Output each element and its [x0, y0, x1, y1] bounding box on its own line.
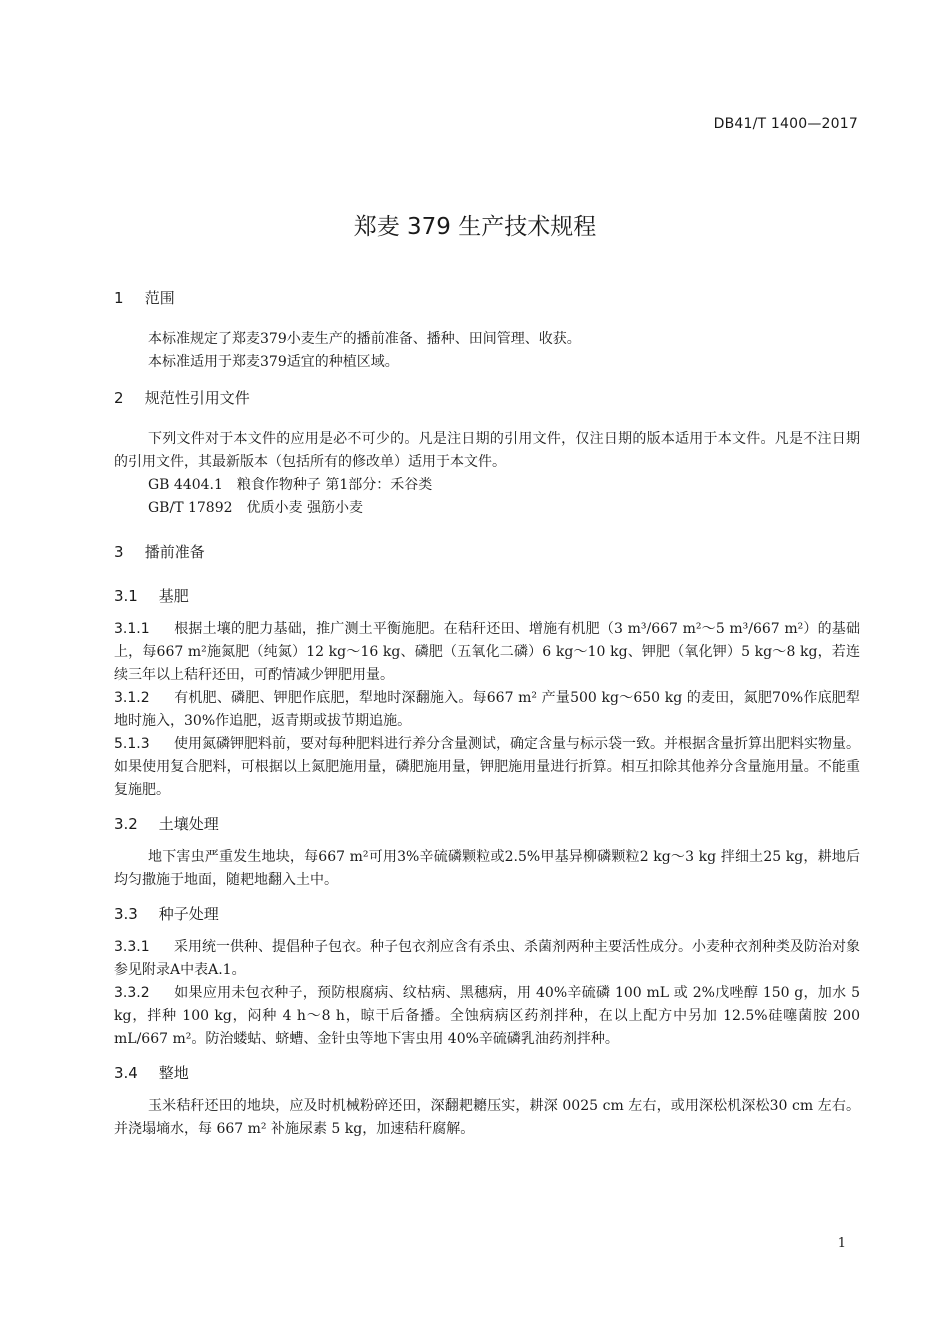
clause-text: 如果应用未包衣种子，预防根腐病、纹枯病、黑穗病，用 40%辛硫磷 100 mL 或 2%戊唑醇 150 g，加水 5 kg，拌种 100 kg，闷种 4 h～8 h，晾干后备播。全蚀病病区药剂拌种，在以上配方中另加 12.5%硅噻菌胺 200 mL/667 m²。防治蝼蛄、蛴螬、金针虫等地下害虫用 40%辛硫磷乳油药剂拌种。	[114, 985, 860, 1047]
section-title: 播前准备	[144, 543, 205, 561]
scope-paragraph-1: 本标准规定了郑麦379小麦生产的播前准备、播种、田间管理、收获。	[148, 331, 581, 347]
subsection-title: 土壤处理	[158, 815, 219, 833]
section-number: 3	[114, 543, 124, 561]
normative-references-intro: 下列文件对于本文件的应用是必不可少的。凡是注日期的引用文件，仅注日期的版本适用于本文件。凡是不注日期的引用文件，其最新版本（包括所有的修改单）适用于本文件。	[114, 431, 860, 470]
document-title: 郑麦 379 生产技术规程	[353, 214, 597, 240]
reference-item: GB/T 17892 优质小麦 强筋小麦	[148, 500, 363, 516]
standard-code: DB41/T 1400—2017	[713, 116, 858, 132]
page-number: 1	[837, 1236, 846, 1251]
land-preparation-paragraph: 玉米秸秆还田的地块，应及时机械粉碎还田，深翻耙耱压实，耕深 0025 cm 左右，或用深松机深松30 cm 左右。并浇塌墒水，每 667 m² 补施尿素 5 kg，加速秸秆腐解。	[114, 1098, 860, 1137]
clause-3-3-2	[114, 982, 860, 1051]
subsection-title: 种子处理	[158, 905, 219, 923]
reference-item: GB 4404.1 粮食作物种子 第1部分：禾谷类	[148, 477, 433, 493]
subsection-number: 3.2	[114, 815, 138, 833]
clause-3-3-1	[114, 936, 860, 982]
clause-number: 3.3.1	[114, 939, 150, 955]
subsection-3-4-heading	[114, 1061, 860, 1085]
clause-number: 5.1.3	[114, 736, 150, 752]
subsection-number: 3.1	[114, 587, 138, 605]
clause-text: 采用统一供种、提倡种子包衣。种子包衣剂应含有杀虫、杀菌剂两种主要活性成分。小麦种衣剂种类及防治对象参见附录A中表A.1。	[114, 939, 860, 978]
section-number: 2	[114, 389, 124, 407]
clause-number: 3.1.2	[114, 690, 150, 706]
section-1-heading	[114, 286, 860, 310]
section-number: 1	[114, 289, 124, 307]
section-3-heading	[114, 540, 860, 564]
subsection-number: 3.3	[114, 905, 138, 923]
section-2-heading	[114, 386, 860, 410]
clause-3-1-2	[114, 687, 860, 733]
section-title: 范围	[144, 289, 175, 307]
clause-number: 3.1.1	[114, 621, 150, 637]
clause-text: 使用氮磷钾肥料前，要对每种肥料进行养分含量测试，确定含量与标示袋一致。并根据含量折算出肥料实物量。如果使用复合肥料，可根据以上氮肥施用量，磷肥施用量，钾肥施用量进行折算。相互扣除其他养分含量施用量。不能重复施肥。	[114, 736, 860, 798]
document-body	[114, 286, 860, 1141]
clause-5-1-3	[114, 733, 860, 802]
section-title: 规范性引用文件	[144, 389, 250, 407]
subsection-number: 3.4	[114, 1064, 138, 1082]
scope-paragraph-2: 本标准适用于郑麦379适宜的种植区域。	[148, 354, 399, 370]
subsection-title: 基肥	[158, 587, 189, 605]
subsection-3-2-heading	[114, 812, 860, 836]
clause-3-1-1	[114, 618, 860, 687]
subsection-3-3-heading	[114, 902, 860, 926]
clause-number: 3.3.2	[114, 985, 150, 1001]
clause-text: 根据土壤的肥力基础，推广测土平衡施肥。在秸秆还田、增施有机肥（3 m³/667 m²～5 m³/667 m²）的基础上，每667 m²施氮肥（纯氮）12 kg～16 kg、磷肥（五氧化二磷）6 kg～10 kg、钾肥（氧化钾）5 kg～8 kg，若连续三年以上秸秆还田，可酌情减少钾肥用量。	[114, 621, 860, 683]
clause-text: 有机肥、磷肥、钾肥作底肥，犁地时深翻施入。每667 m² 产量500 kg～650 kg 的麦田，氮肥70%作底肥犁地时施入，30%作追肥，返青期或拔节期追施。	[114, 690, 860, 729]
subsection-title: 整地	[158, 1064, 189, 1082]
subsection-3-1-heading	[114, 584, 860, 608]
soil-treatment-paragraph: 地下害虫严重发生地块，每667 m²可用3%辛硫磷颗粒或2.5%甲基异柳磷颗粒2 kg～3 kg 拌细土25 kg，耕地后均匀撒施于地面，随耙地翻入土中。	[114, 849, 860, 888]
